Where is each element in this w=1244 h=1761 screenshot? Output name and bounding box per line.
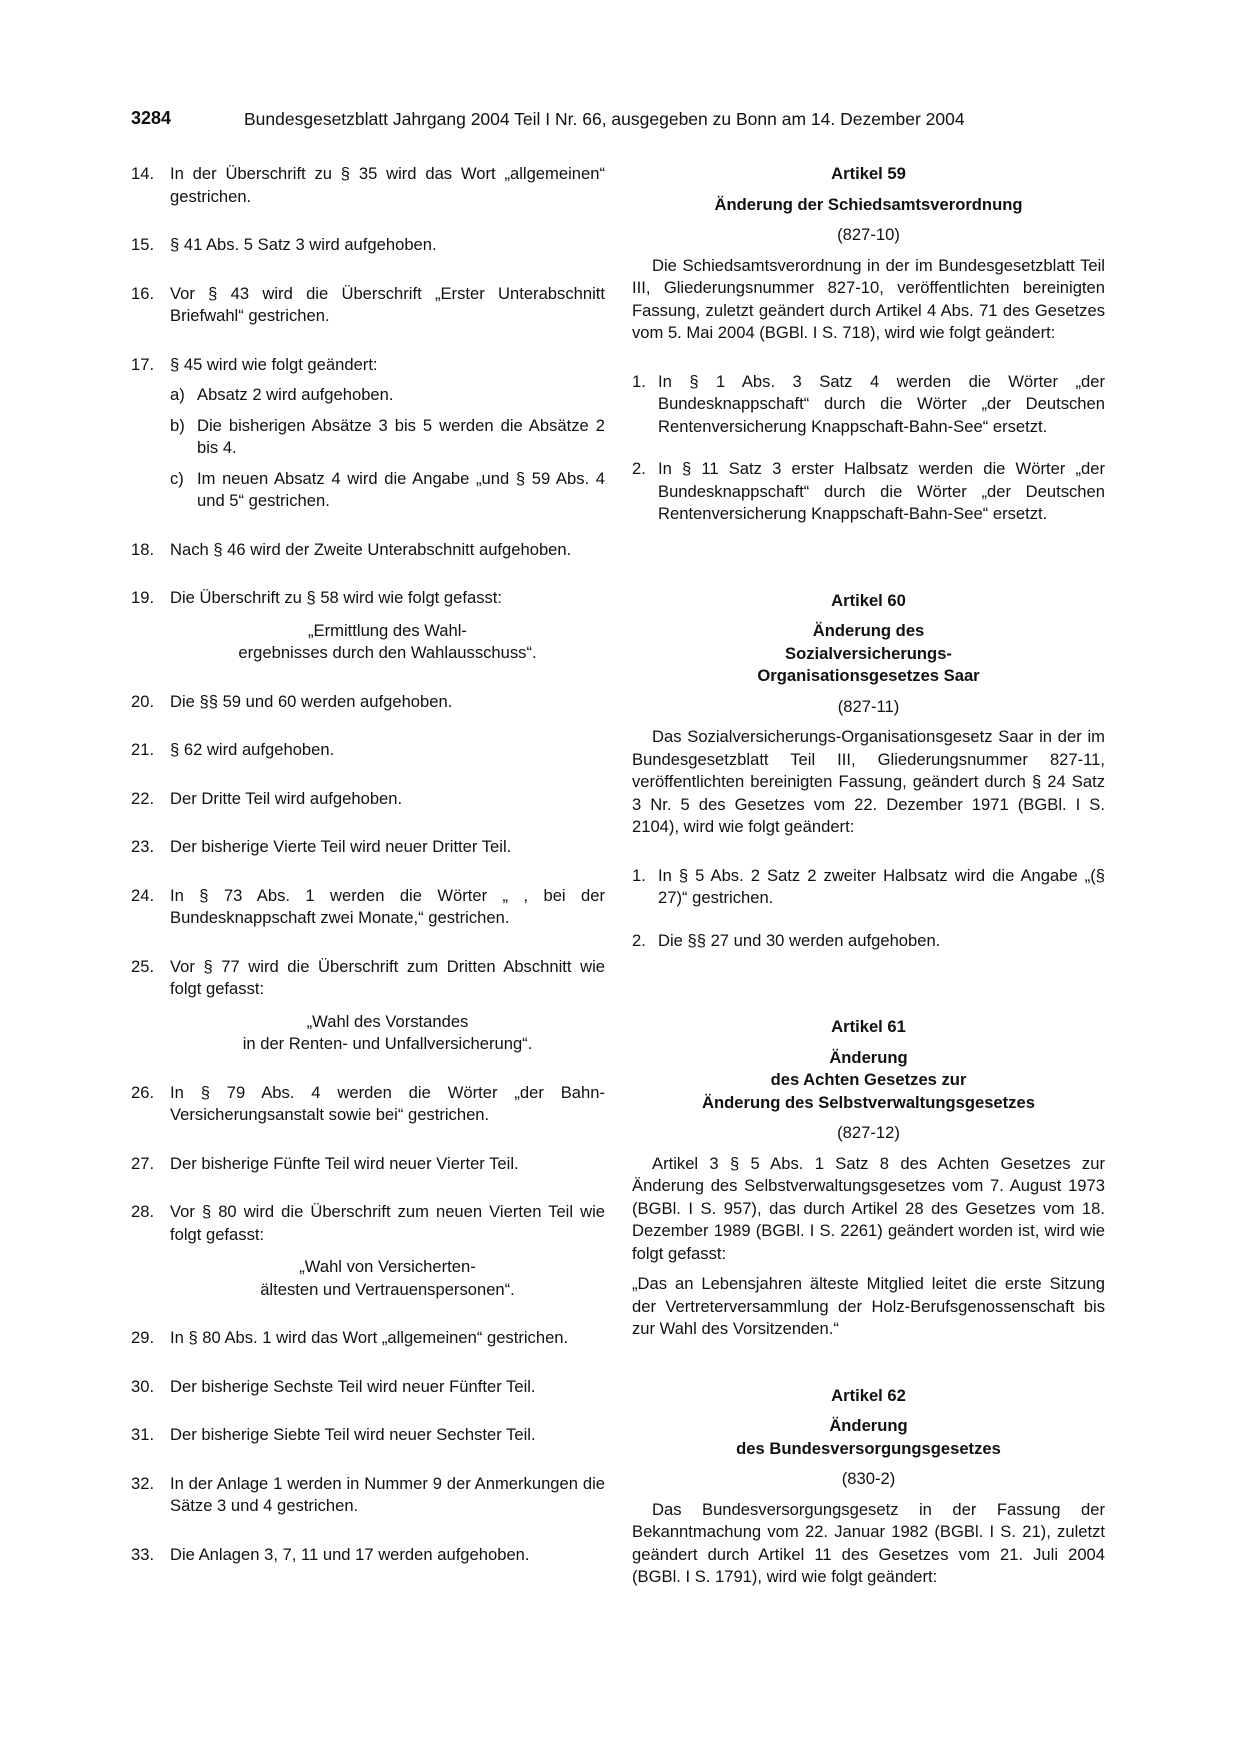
heading-line: des Bundesversorgungsgesetzes	[736, 1438, 1001, 1458]
sub-item-text: Im neuen Absatz 4 wird die Angabe „und § 59 Abs. 4 und 5“ gestrichen.	[197, 468, 605, 510]
quoted-heading	[170, 620, 605, 665]
list-item	[131, 283, 605, 328]
item-text: Die §§ 27 und 30 werden aufgehoben.	[658, 930, 941, 950]
list-item	[131, 1473, 605, 1518]
heading-line: Änderung der Schiedsamtsverordnung	[714, 194, 1023, 214]
article-heading	[632, 620, 1105, 688]
item-number: 15.	[131, 235, 155, 254]
article-spacer	[632, 1341, 1105, 1385]
article-intro: Das Bundesversorgungsgesetz in der Fassung der Bekanntmachung vom 22. Januar 1982 (BGBl. I S. 21), zuletzt geändert durch Artikel 11 des Gesetzes vom 21. Juli 2004 (BGBl. I S. 1791), wird wie folgt geändert:	[632, 1499, 1105, 1586]
item-number: 21.	[131, 740, 155, 759]
item-text: § 62 wird aufgehoben.	[170, 740, 335, 759]
sub-item	[170, 468, 605, 513]
item-number: 16.	[131, 283, 155, 303]
quote-line: ältesten und Vertrauenspersonen“.	[260, 1279, 515, 1299]
heading-line: Änderung	[829, 1416, 908, 1435]
item-number: 14.	[131, 164, 155, 183]
heading-line: Organisationsgesetzes Saar	[757, 666, 980, 685]
quote-line: „Wahl von Versicherten-	[299, 1257, 476, 1276]
list-item	[131, 539, 605, 562]
list-item	[131, 1424, 605, 1447]
running-title: Bundesgesetzblatt Jahrgang 2004 Teil I Nr. 66, ausgegeben zu Bonn am 14. Dezember 2004	[244, 109, 965, 129]
quote-line: ergebnisses durch den Wahlausschuss“.	[238, 643, 537, 662]
item-number: 31.	[131, 1425, 155, 1444]
quoted-heading	[170, 1011, 605, 1056]
item-text: Der bisherige Sechste Teil wird neuer Fünfter Teil.	[170, 1376, 536, 1396]
item-text: § 45 wird wie folgt geändert:	[170, 354, 378, 374]
list-item	[632, 458, 1105, 526]
item-text: In § 5 Abs. 2 Satz 2 zweiter Halbsatz wird die Angabe „(§ 27)“ gestrichen.	[658, 865, 1105, 907]
quote-line: „Wahl des Vorstandes	[306, 1011, 469, 1031]
article	[632, 1016, 1105, 1341]
item-text: In § 1 Abs. 3 Satz 4 werden die Wörter „der Bundesknappschaft“ durch die Wörter „der Deutschen Rentenversicherung Knappschaft-Bahn-See“ ersetzt.	[658, 371, 1105, 436]
article	[632, 163, 1105, 526]
item-number: 18.	[131, 539, 155, 559]
item-number: 22.	[131, 788, 155, 808]
article-spacer	[632, 972, 1105, 1016]
list-item	[131, 836, 605, 859]
list-item	[131, 163, 605, 208]
item-number: 1.	[632, 865, 646, 885]
page-number: 3284	[131, 108, 172, 128]
item-number: 29.	[131, 1328, 155, 1347]
quote-line: „Ermittlung des Wahl-	[308, 620, 467, 640]
item-text: Nach § 46 wird der Zweite Unterabschnitt aufgehoben.	[170, 539, 572, 559]
article-intro: Artikel 3 § 5 Abs. 1 Satz 8 des Achten Gesetzes zur Änderung des Selbstverwaltungsgesetzes vom 7. August 1973 (BGBl. I S. 957), das durch Artikel 28 des Gesetzes vom 18. Dezember 1989 (BGBl. I S. 2261) geändert worden ist, wird wie folgt gefasst:	[632, 1153, 1105, 1263]
heading-line: Sozialversicherungs-	[785, 643, 952, 663]
item-number: 19.	[131, 588, 155, 607]
item-text: In § 80 Abs. 1 wird das Wort „allgemeinen“ gestrichen.	[170, 1328, 569, 1347]
article-heading	[632, 194, 1105, 217]
item-text: Der Dritte Teil wird aufgehoben.	[170, 788, 403, 808]
quoted-heading	[170, 1256, 605, 1301]
item-number: 25.	[131, 956, 155, 976]
item-text: Der bisherige Vierte Teil wird neuer Dritter Teil.	[170, 837, 512, 856]
sub-item-text: Absatz 2 wird aufgehoben.	[197, 385, 394, 404]
list-item	[131, 739, 605, 762]
list-item	[131, 691, 605, 714]
classification-number: (827-12)	[837, 1123, 900, 1142]
list-item	[131, 1327, 605, 1350]
sub-item	[170, 415, 605, 460]
list-item	[632, 930, 1105, 953]
quote-line: in der Renten- und Unfallversicherung“.	[242, 1034, 533, 1053]
list-item	[131, 885, 605, 930]
heading-line: Änderung	[829, 1047, 908, 1067]
item-number: 33.	[131, 1544, 155, 1564]
sub-item-label: b)	[170, 415, 185, 435]
item-number: 17.	[131, 354, 155, 374]
classification-number: (830-2)	[841, 1469, 896, 1488]
item-number: 1.	[632, 371, 646, 391]
list-item	[131, 1153, 605, 1176]
classification-number: (827-10)	[837, 225, 900, 244]
article	[632, 1385, 1105, 1589]
item-number: 27.	[131, 1153, 155, 1173]
article-intro: Die Schiedsamtsverordnung in der im Bundesgesetzblatt Teil III, Gliederungsnummer 827-10, veröffentlichten bereinigten Fassung, zuletzt geändert durch Artikel 4 Abs. 71 des Gesetzes vom 5. Mai 2004 (BGBl. I S. 718), wird wie folgt geändert:	[632, 255, 1105, 342]
list-item	[131, 788, 605, 811]
quoted-text: „Das an Lebensjahren älteste Mitglied leitet die erste Sitzung der Vertreterversammlung der Holz-Berufsgenossenschaft bis zur Wahl des Vorsitzenden.“	[632, 1274, 1105, 1338]
item-text: In der Überschrift zu § 35 wird das Wort „allgemeinen“ gestrichen.	[170, 164, 605, 206]
right-column	[632, 163, 1105, 1615]
item-text: Der bisherige Siebte Teil wird neuer Sechster Teil.	[170, 1425, 536, 1444]
item-text: In § 11 Satz 3 erster Halbsatz werden die Wörter „der Bundesknappschaft“ durch die Wörter „der Deutschen Rentenversicherung Knappschaft-Bahn-See“ ersetzt.	[658, 459, 1105, 523]
item-text: Die Überschrift zu § 58 wird wie folgt gefasst:	[170, 588, 503, 607]
item-number: 2.	[632, 459, 646, 478]
article-title: Artikel 59	[831, 164, 906, 183]
list-item	[131, 1201, 605, 1301]
item-text: Vor § 80 wird die Überschrift zum neuen Vierten Teil wie folgt gefasst:	[170, 1202, 605, 1244]
article-heading	[632, 1415, 1105, 1460]
sub-item-label: a)	[170, 385, 185, 404]
article-title: Artikel 60	[831, 590, 906, 610]
list-item	[632, 865, 1105, 910]
list-item	[131, 1376, 605, 1399]
item-number: 20.	[131, 691, 155, 711]
article-intro: Das Sozialversicherungs-Organisationsgesetz Saar in der im Bundesgesetzblatt Teil III, Gliederungsnummer 827-11, veröffentlichten bereinigten Fassung, geändert durch § 24 Satz 3 Nr. 5 des Gesetzes vom 22. Dezember 1971 (BGBl. I S. 2104), wird wie folgt geändert:	[632, 727, 1105, 836]
page-header	[131, 108, 1111, 138]
sub-item-text: Die bisherigen Absätze 3 bis 5 werden die Absätze 2 bis 4.	[197, 415, 605, 457]
article	[632, 590, 1105, 953]
left-column	[131, 163, 605, 1592]
item-text: Der bisherige Fünfte Teil wird neuer Vierter Teil.	[170, 1153, 519, 1173]
item-text: In der Anlage 1 werden in Nummer 9 der Anmerkungen die Sätze 3 und 4 gestrichen.	[170, 1473, 605, 1515]
list-item	[131, 587, 605, 665]
list-item	[131, 354, 605, 513]
article-title: Artikel 61	[831, 1017, 906, 1036]
article-title: Artikel 62	[831, 1385, 906, 1405]
heading-line: des Achten Gesetzes zur	[770, 1070, 967, 1089]
item-text: Vor § 43 wird die Überschrift „Erster Unterabschnitt Briefwahl“ gestrichen.	[170, 283, 605, 325]
article-heading	[632, 1047, 1105, 1115]
item-text: § 41 Abs. 5 Satz 3 wird aufgehoben.	[170, 235, 437, 254]
sub-item-label: c)	[170, 468, 184, 488]
item-number: 30.	[131, 1376, 155, 1396]
item-number: 2.	[632, 930, 646, 950]
list-item	[131, 1082, 605, 1127]
sub-list	[170, 384, 605, 513]
classification-number: (827-11)	[837, 696, 900, 716]
sub-item	[170, 384, 605, 407]
list-item	[632, 371, 1105, 439]
item-number: 32.	[131, 1473, 155, 1493]
list-item	[131, 1544, 605, 1567]
list-item	[131, 956, 605, 1056]
item-number: 26.	[131, 1082, 155, 1102]
item-text: Die §§ 59 und 60 werden aufgehoben.	[170, 691, 453, 711]
item-number: 23.	[131, 837, 155, 856]
list-item	[131, 234, 605, 257]
heading-line: Änderung des	[812, 621, 925, 640]
item-text: In § 73 Abs. 1 werden die Wörter „ , bei der Bundesknappschaft zwei Monate,“ gestrichen.	[170, 885, 605, 927]
heading-line: Änderung des Selbstverwaltungsgesetzes	[702, 1092, 1035, 1112]
item-number: 28.	[131, 1202, 155, 1221]
item-text: In § 79 Abs. 4 werden die Wörter „der Bahn-Versicherungsanstalt sowie bei“ gestrichen.	[170, 1082, 605, 1124]
item-text: Vor § 77 wird die Überschrift zum Dritten Abschnitt wie folgt gefasst:	[170, 956, 605, 998]
item-text: Die Anlagen 3, 7, 11 und 17 werden aufgehoben.	[170, 1544, 530, 1564]
article-spacer	[632, 546, 1105, 590]
item-number: 24.	[131, 885, 155, 905]
